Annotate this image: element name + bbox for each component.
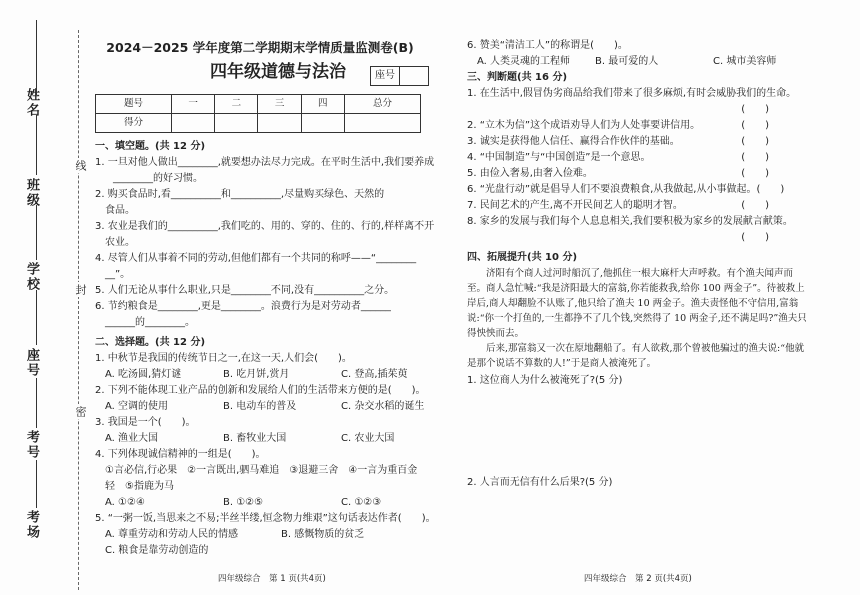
judge-q1: 1. 在生活中,假冒伪劣商品给我们带来了很多麻烦,有时会威胁我们的生命。 bbox=[467, 88, 797, 99]
judge-q5: 5. 由俭入奢易,由奢入俭难。 bbox=[467, 168, 593, 179]
judge-row bbox=[467, 166, 807, 182]
answer-paren[interactable]: ( ) bbox=[741, 168, 769, 179]
choice-q5: 5. “一粥一饭,当思来之不易;半丝半缕,恒念物力维艰”这句话表达作者( )。 bbox=[95, 513, 436, 524]
seat-box-label: 座号 bbox=[371, 67, 400, 85]
option: B. ①②⑤ bbox=[223, 497, 264, 508]
choice-q1: 1. 中秋节是我国的传统节日之一,在这一天,人们会( )。 bbox=[95, 353, 352, 364]
fill-q4-line1: 4. 尽管人们从事着不同的劳动,但他们都有一个共同的称呼——“________ bbox=[95, 253, 417, 264]
option: C. 农业大国 bbox=[341, 433, 395, 444]
seal-mark-seal: 封 bbox=[74, 284, 87, 295]
judge-q6: 6. “光盘行动”就是倡导人们不要浪费粮食,从我做起,从小事做起。 bbox=[467, 184, 757, 195]
answer-area-q2[interactable] bbox=[467, 491, 807, 551]
seal-mark-line: 线 bbox=[74, 160, 87, 171]
fill-q2-line2: 食品。 bbox=[105, 205, 135, 216]
reading-passage-p2: 后来,那富翁又一次在原地翻船了。有人欲救,那个曾被他骗过的渔夫说:“他就是那个说话不算数的人!”于是商人被淹死了。 bbox=[467, 343, 805, 369]
seal-mark-close: 密 bbox=[74, 406, 87, 417]
judge-row bbox=[467, 150, 807, 166]
fill-heading: 一、填空题。(共 12 分) bbox=[95, 141, 206, 152]
option: B. 最可爱的人 bbox=[595, 56, 659, 67]
judge-row bbox=[467, 134, 807, 150]
option: B. 电动车的普及 bbox=[223, 401, 297, 412]
score-cell[interactable] bbox=[344, 114, 420, 133]
seat-box-field[interactable] bbox=[400, 67, 428, 85]
option: B. 吃月饼,赏月 bbox=[223, 369, 290, 380]
seal-dashed-line bbox=[78, 30, 79, 590]
exam-room-label: 考场 bbox=[24, 510, 39, 540]
choice-q2: 2. 下列不能体现工业产品的创新和发展给人们的生活带来方便的是( )。 bbox=[95, 385, 426, 396]
judge-row bbox=[467, 182, 807, 198]
class-label: 班级 bbox=[24, 178, 39, 208]
subject-title: 四年级道德与法治 bbox=[210, 62, 346, 82]
judge-q3: 3. 诚实是获得他人信任、赢得合作伙伴的基础。 bbox=[467, 136, 680, 147]
score-header-cell: 四 bbox=[301, 95, 344, 114]
seat-box bbox=[370, 66, 429, 86]
answer-area-q1[interactable] bbox=[467, 389, 807, 475]
option: B. 感慨物质的贫乏 bbox=[281, 529, 365, 540]
choice-heading: 二、选择题。(共 12 分) bbox=[95, 337, 206, 348]
fill-q1-line2: ________的好习惯。 bbox=[113, 173, 203, 184]
choice-q2-options bbox=[95, 399, 425, 415]
fill-q6-line2: ______的________。 bbox=[105, 317, 195, 328]
choice-q1-options bbox=[95, 367, 425, 383]
exam-number-label: 考号 bbox=[24, 430, 39, 460]
choice-q6: 6. 赞美“清洁工人”的称谓是( )。 bbox=[467, 40, 628, 51]
choice-q5-options bbox=[95, 527, 425, 543]
choice-q6-options bbox=[467, 54, 807, 70]
page-footer-right: 四年级综合 第 2 页(共4页) bbox=[584, 574, 692, 584]
extension-q2: 2. 人言而无信有什么后果?(5 分) bbox=[467, 477, 613, 488]
option: A. 吃汤圆,猜灯谜 bbox=[105, 369, 182, 380]
extension-q1: 1. 这位商人为什么被淹死了?(5 分) bbox=[467, 375, 623, 386]
binding-strip bbox=[0, 0, 95, 595]
fill-q1-line1: 1. 一旦对他人做出________,就要想办法尽力完成。在平时生活中,我们要养成 bbox=[95, 157, 435, 168]
option: C. 城市美容师 bbox=[713, 56, 777, 67]
option: A. 人类灵魂的工程师 bbox=[477, 56, 571, 67]
choice-q5-option-c: C. 粮食是靠劳动创造的 bbox=[105, 545, 209, 556]
extension-heading: 四、拓展提升(共 10 分) bbox=[467, 252, 578, 263]
score-cell[interactable] bbox=[172, 114, 215, 133]
answer-paren[interactable]: ( ) bbox=[741, 120, 769, 131]
score-cell[interactable] bbox=[215, 114, 258, 133]
exam-title: 2024－2025 学年度第二学期期末学情质量监测卷(B) bbox=[106, 40, 414, 55]
fill-q4-line2: __”。 bbox=[105, 269, 131, 280]
score-cell[interactable] bbox=[301, 114, 344, 133]
answer-paren[interactable]: ( ) bbox=[741, 104, 769, 115]
right-column bbox=[467, 38, 807, 551]
option: A. 渔业大国 bbox=[105, 433, 159, 444]
score-header-cell: 三 bbox=[258, 95, 301, 114]
name-label: 姓名 bbox=[24, 88, 39, 118]
score-header-cell: 一 bbox=[172, 95, 215, 114]
score-row-label: 得分 bbox=[96, 114, 172, 133]
fill-q5: 5. 人们无论从事什么职业,只是________不同,没有__________之分。 bbox=[95, 285, 395, 296]
school-label: 学校 bbox=[24, 262, 39, 292]
judge-q4: 4. “中国制造”与“中国创造”是一个意思。 bbox=[467, 152, 651, 163]
score-cell[interactable] bbox=[258, 114, 301, 133]
option: C. 杂交水稻的诞生 bbox=[341, 401, 425, 412]
judge-q2: 2. “立木为信”这个成语劝导人们为人处事要讲信用。 bbox=[467, 120, 701, 131]
fill-q6-line1: 6. 节约粮食是________,更是________。浪费行为是对劳动者______ bbox=[95, 301, 391, 312]
fill-q3-line1: 3. 农业是我们的__________,我们吃的、用的、穿的、住的、行的,样样离不开 bbox=[95, 221, 435, 232]
judge-q8: 8. 家乡的发展与我们每个人息息相关,我们要积极为家乡的发展献言献策。 bbox=[467, 216, 793, 227]
fill-q2-line1: 2. 购买食品时,看__________和__________,尽量购买绿色、天然的 bbox=[95, 189, 385, 200]
score-table bbox=[95, 94, 421, 133]
judge-heading: 三、判断题(共 16 分) bbox=[467, 72, 568, 83]
choice-q3-options bbox=[95, 431, 425, 447]
option: A. 空调的使用 bbox=[105, 401, 169, 412]
page-footer-left: 四年级综合 第 1 页(共4页) bbox=[218, 574, 326, 584]
judge-q7: 7. 民间艺术的产生,离不开民间艺人的聪明才智。 bbox=[467, 200, 683, 211]
answer-paren[interactable]: ( ) bbox=[756, 184, 785, 195]
fill-q3-line2: 农业。 bbox=[105, 237, 135, 248]
score-header-cell: 二 bbox=[215, 95, 258, 114]
choice-q4-items-line2: 轻 ⑤指鹿为马 bbox=[105, 481, 174, 492]
choice-q4-items-line1: ①言必信,行必果 ②一言既出,驷马难追 ③退避三舍 ④一言为重百金 bbox=[105, 465, 418, 476]
seat-label: 座号 bbox=[24, 348, 39, 378]
option: A. 尊重劳动和劳动人民的情感 bbox=[105, 529, 239, 540]
option: A. ①②④ bbox=[105, 497, 145, 508]
option: C. ①②③ bbox=[341, 497, 382, 508]
answer-paren[interactable]: ( ) bbox=[741, 200, 769, 211]
judge-row bbox=[467, 198, 807, 214]
score-header-cell: 总分 bbox=[344, 95, 420, 114]
choice-q4: 4. 下列体现诚信精神的一组是( )。 bbox=[95, 449, 266, 460]
choice-q4-options bbox=[95, 495, 425, 511]
score-header-cell: 题号 bbox=[96, 95, 172, 114]
answer-paren[interactable]: ( ) bbox=[741, 232, 769, 243]
choice-q3: 3. 我国是一个( )。 bbox=[95, 417, 196, 428]
reading-passage-p1: 济阳有个商人过河时船沉了,他抓住一根大麻杆大声呼救。有个渔夫闻声而至。商人急忙喊:“我是济阳最大的富翁,你若能救我,给你 100 两金子”。待被救上岸后,商人却翻脸不认账了,他只给了渔夫 10 两金子。渔夫责怪他不守信用,富翁说:“你一个打鱼的,一生都挣不了几个钱,突然得了 10 两金子,还不满足吗?”渔夫只得怏怏而去。 bbox=[467, 268, 807, 339]
left-column bbox=[95, 38, 436, 559]
answer-paren[interactable]: ( ) bbox=[741, 152, 769, 163]
option: C. 登高,插茱萸 bbox=[341, 369, 408, 380]
judge-row bbox=[467, 118, 807, 134]
answer-paren[interactable]: ( ) bbox=[741, 136, 769, 147]
option: B. 畜牧业大国 bbox=[223, 433, 287, 444]
